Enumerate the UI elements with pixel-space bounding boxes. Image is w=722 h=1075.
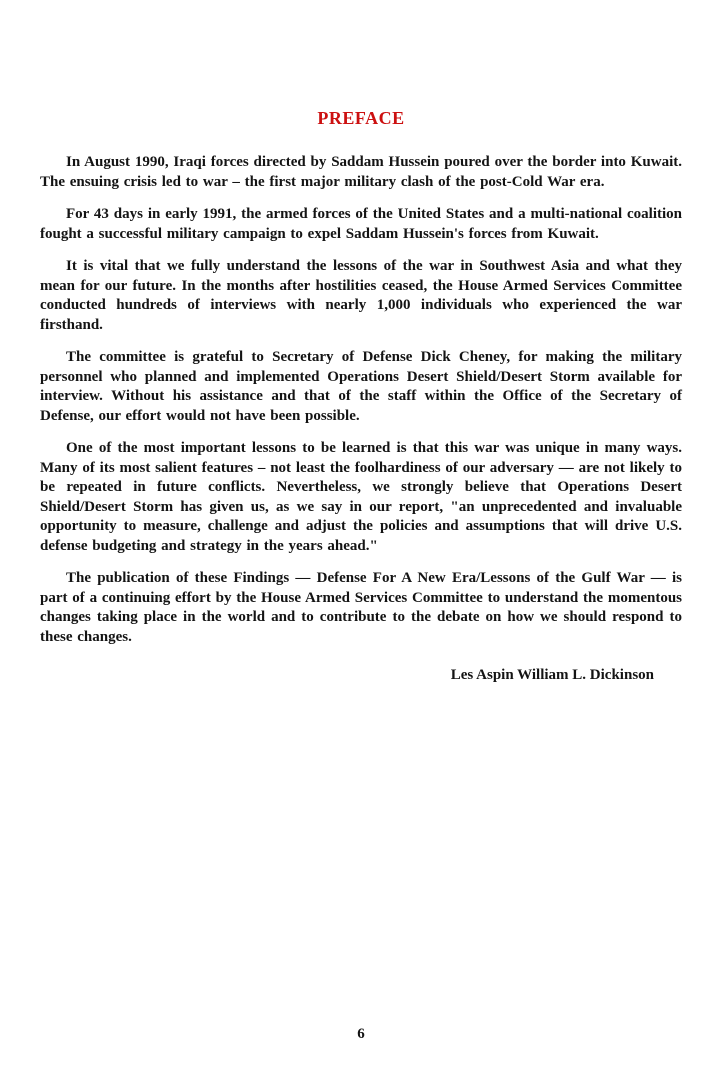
page-title: PREFACE bbox=[317, 108, 405, 128]
paragraph-5: One of the most important lessons to be learned is that this war was unique in many ways. Many of its most salient features – not least the foolhardiness of our adversary — are not likely to be repeated in future conflicts. Nevertheless, we strongly believe that Operations Desert Shield/Desert Storm has given us, as we say in our report, "an unprecedented and invaluable opportunity to measure, challenge and adjust the policies and assumptions that will drive U.S. defense budgeting and strategy in the years ahead." bbox=[40, 440, 682, 554]
paragraph-6: The publication of these Findings — Defense For A New Era/Lessons of the Gulf War — is part of a continuing effort by the House Armed Services Committee to understand the momentous changes taking place in the world and to contribute to the debate on how we should respond to these changes. bbox=[40, 570, 682, 645]
signature-line: Les Aspin William L. Dickinson bbox=[450, 667, 654, 683]
paragraph-3: It is vital that we fully understand the lessons of the war in Southwest Asia and what they mean for our future. In the months after hostilities ceased, the House Armed Services Committee conducted hundreds of interviews with nearly 1,000 individuals who experienced the war firsthand. bbox=[40, 258, 682, 333]
paragraph-2: For 43 days in early 1991, the armed forces of the United States and a multi-national coalition fought a successful military campaign to expel Saddam Hussein's forces from Kuwait. bbox=[40, 206, 682, 242]
document-body bbox=[40, 153, 682, 647]
paragraph-1: In August 1990, Iraqi forces directed by Saddam Hussein poured over the border into Kuwait. The ensuing crisis led to war – the first major military clash of the post-Cold War era. bbox=[40, 154, 682, 190]
paragraph-4: The committee is grateful to Secretary of Defense Dick Cheney, for making the military personnel who planned and implemented Operations Desert Shield/Desert Storm available for interview. Without his assistance and that of the staff within the Office of the Secretary of Defense, our effort would not have been possible. bbox=[40, 349, 682, 424]
page-number: 6 bbox=[357, 1026, 365, 1042]
